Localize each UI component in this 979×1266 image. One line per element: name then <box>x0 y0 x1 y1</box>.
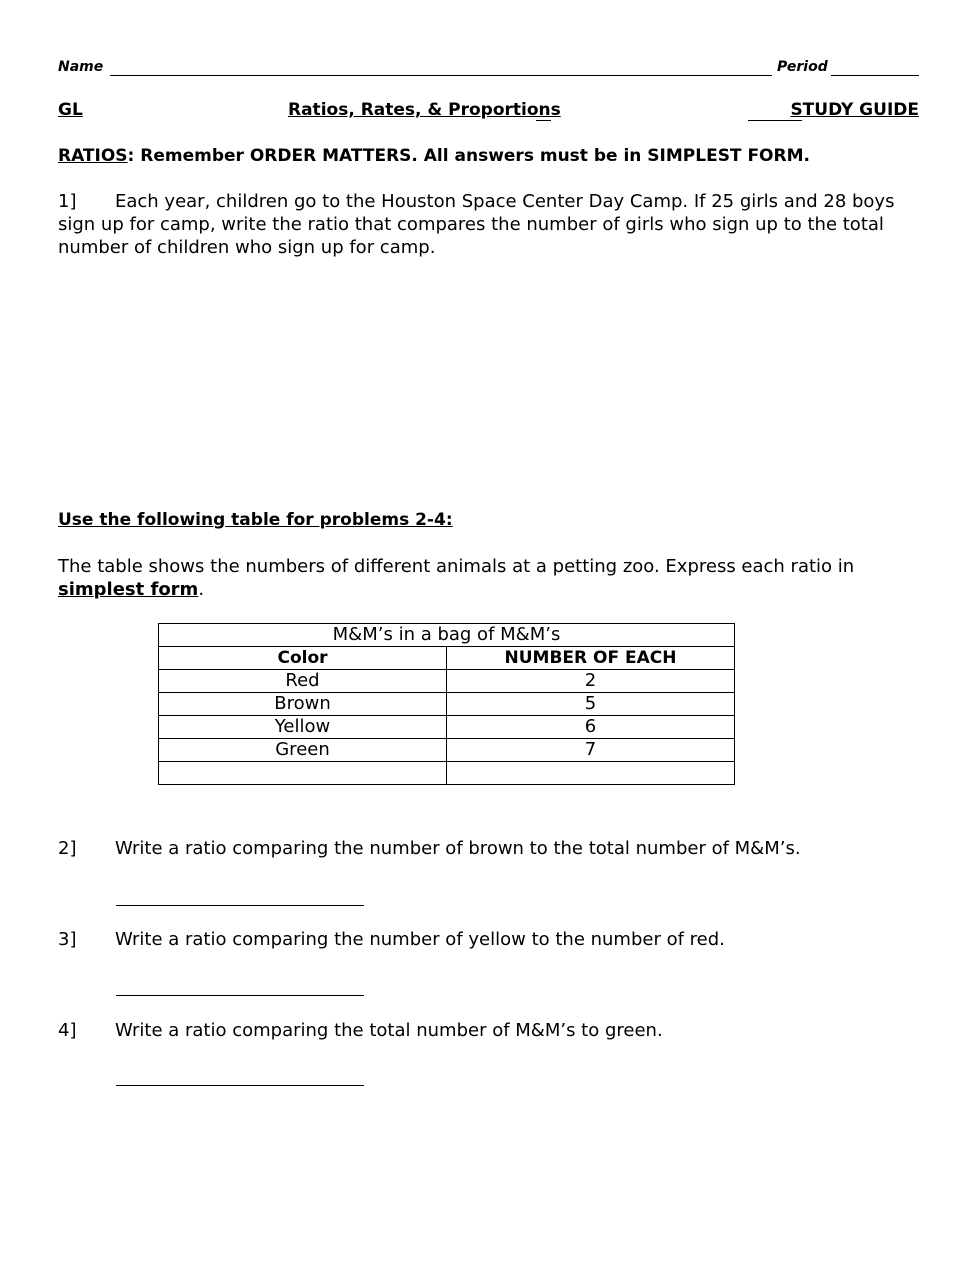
color-cell: Red <box>159 670 447 693</box>
ratios-label: RATIOS <box>58 146 128 166</box>
count-header: NUMBER OF EACH <box>447 647 735 670</box>
name-label: Name <box>58 59 104 75</box>
question-2-text: Write a ratio comparing the number of brown to the total number of M&M’s. <box>115 838 801 859</box>
color-cell: Yellow <box>159 716 447 739</box>
count-cell: 5 <box>447 693 735 716</box>
table-row <box>159 716 735 739</box>
color-header: Color <box>159 647 447 670</box>
table-caption: M&M’s in a bag of M&M’s <box>159 624 735 647</box>
table-row <box>159 693 735 716</box>
page-title: Ratios, Rates, & Proportions <box>288 100 561 120</box>
question-3-number: 3] <box>58 929 77 950</box>
table-intro <box>58 555 928 601</box>
empty-cell[interactable] <box>447 762 735 785</box>
name-blank[interactable] <box>110 75 772 76</box>
table-row <box>159 739 735 762</box>
question-4-number: 4] <box>58 1020 77 1041</box>
study-guide-underline <box>748 120 802 121</box>
ratios-text: : Remember ORDER MATTERS. All answers must be in SIMPLEST FORM. <box>127 146 810 166</box>
mm-table <box>158 623 735 785</box>
count-cell: 7 <box>447 739 735 762</box>
class-tag: GL <box>58 100 83 120</box>
question-4-text: Write a ratio comparing the total number of M&M’s to green. <box>115 1020 663 1041</box>
count-cell: 6 <box>447 716 735 739</box>
table-intro-emphasis: simplest form <box>58 579 199 600</box>
color-cell: Green <box>159 739 447 762</box>
period-blank[interactable] <box>831 75 919 76</box>
study-guide-tag: STUDY GUIDE <box>790 100 919 120</box>
ratios-instruction <box>58 146 810 166</box>
question-3 <box>58 929 725 950</box>
table-row <box>159 670 735 693</box>
question-2 <box>58 838 801 859</box>
problem-1 <box>58 190 928 259</box>
table-row-empty <box>159 762 735 785</box>
period-label: Period <box>777 59 828 75</box>
question-4 <box>58 1020 663 1041</box>
table-section-heading: Use the following table for problems 2-4: <box>58 510 453 530</box>
problem-1-number: 1] <box>58 191 77 212</box>
empty-cell[interactable] <box>159 762 447 785</box>
color-cell: Brown <box>159 693 447 716</box>
answer-3-blank[interactable] <box>116 995 364 996</box>
question-2-number: 2] <box>58 838 77 859</box>
title-underline <box>536 120 551 121</box>
count-cell: 2 <box>447 670 735 693</box>
question-3-text: Write a ratio comparing the number of yellow to the number of red. <box>115 929 725 950</box>
table-intro-text: The table shows the numbers of different animals at a petting zoo. Express each ratio in <box>58 556 855 577</box>
table-header-row <box>159 647 735 670</box>
problem-1-text: Each year, children go to the Houston Space Center Day Camp. If 25 girls and 28 boys sign up for camp, write the ratio that compares the number of girls who sign up to the total number of children who sign up for camp. <box>58 191 895 258</box>
table-caption-row <box>159 624 735 647</box>
answer-4-blank[interactable] <box>116 1085 364 1086</box>
table-intro-end: . <box>198 579 205 600</box>
answer-2-blank[interactable] <box>116 905 364 906</box>
